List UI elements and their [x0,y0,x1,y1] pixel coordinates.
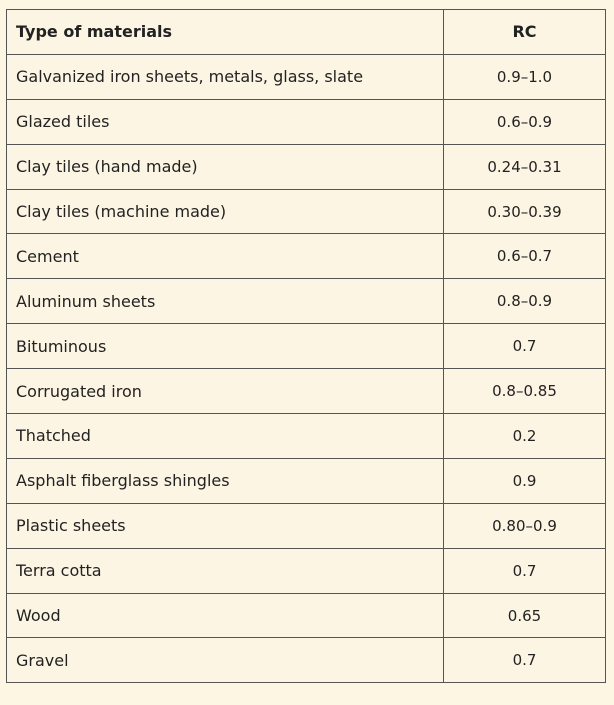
table-row [7,54,606,99]
table-row [7,548,606,593]
material-name-cell: Terra cotta [7,548,444,593]
material-name-cell: Cement [7,234,444,279]
materials-rc-table [6,9,606,683]
table-row [7,324,606,369]
table-row [7,279,606,324]
table-header-row [7,10,606,55]
material-name-cell: Galvanized iron sheets, metals, glass, slate [7,54,444,99]
header-rc: RC [444,10,606,55]
table-row [7,369,606,414]
materials-table-container [6,9,606,683]
rc-value-cell: 0.2 [444,414,606,459]
table-row [7,458,606,503]
table-row [7,144,606,189]
table-body [7,54,606,682]
table-row [7,414,606,459]
material-name-cell: Clay tiles (hand made) [7,144,444,189]
header-type-of-materials: Type of materials [7,10,444,55]
material-name-cell: Plastic sheets [7,503,444,548]
rc-value-cell: 0.9–1.0 [444,54,606,99]
table-row [7,638,606,683]
material-name-cell: Glazed tiles [7,99,444,144]
table-row [7,503,606,548]
material-name-cell: Wood [7,593,444,638]
table-row [7,189,606,234]
table-row [7,593,606,638]
rc-value-cell: 0.80–0.9 [444,503,606,548]
material-name-cell: Aluminum sheets [7,279,444,324]
material-name-cell: Bituminous [7,324,444,369]
rc-value-cell: 0.24–0.31 [444,144,606,189]
material-name-cell: Clay tiles (machine made) [7,189,444,234]
rc-value-cell: 0.9 [444,458,606,503]
table-row [7,234,606,279]
rc-value-cell: 0.8–0.9 [444,279,606,324]
rc-value-cell: 0.8–0.85 [444,369,606,414]
rc-value-cell: 0.65 [444,593,606,638]
rc-value-cell: 0.7 [444,324,606,369]
rc-value-cell: 0.6–0.7 [444,234,606,279]
table-row [7,99,606,144]
material-name-cell: Thatched [7,414,444,459]
material-name-cell: Corrugated iron [7,369,444,414]
rc-value-cell: 0.7 [444,548,606,593]
rc-value-cell: 0.7 [444,638,606,683]
rc-value-cell: 0.30–0.39 [444,189,606,234]
material-name-cell: Gravel [7,638,444,683]
rc-value-cell: 0.6–0.9 [444,99,606,144]
material-name-cell: Asphalt fiberglass shingles [7,458,444,503]
